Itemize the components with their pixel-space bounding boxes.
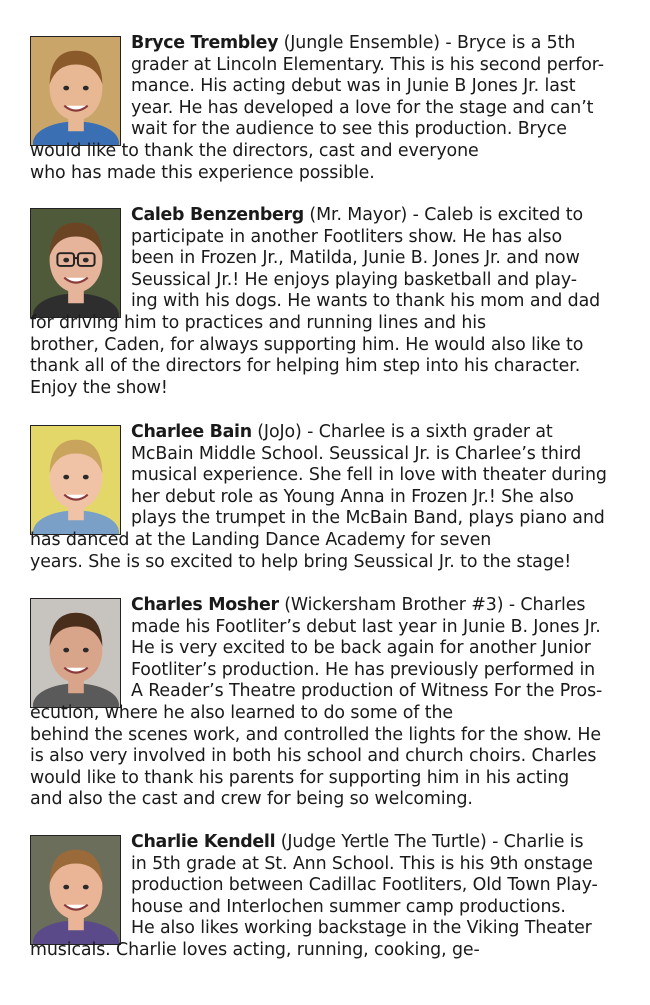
- cast-member-name: Charles Mosher: [131, 595, 279, 615]
- character-role: (Judge Yertle The Turtle): [280, 832, 487, 852]
- bio-text: - Bryce is a 5th: [439, 33, 576, 53]
- character-role: (Jungle Ensemble): [283, 33, 440, 53]
- bio-first-line: [131, 422, 553, 444]
- bio-text-line: and also the cast and crew for being so welcoming.: [30, 789, 473, 810]
- bio-text-line: is also very involved in both his school and church choirs. Charles: [30, 746, 597, 767]
- character-role: (Mr. Mayor): [309, 205, 408, 225]
- bio-text-line: would like to thank his parents for supporting him in his acting: [30, 767, 570, 788]
- bio-text-line: behind the scenes work, and controlled the lights for the show. He: [30, 724, 601, 745]
- headshot-photo: [30, 835, 121, 945]
- bio-text-line: Seussical Jr.! He enjoys playing basketball and play-: [131, 269, 577, 290]
- bio-first-line: [131, 832, 583, 854]
- headshot-photo: [30, 36, 121, 146]
- bio-text-line: production between Cadillac Footliters, Old Town Play-: [131, 875, 598, 896]
- bio-text-line: ecution, where he also learned to do some of the: [30, 703, 453, 723]
- bio-text-line: house and Interlochen summer camp productions.: [131, 896, 566, 917]
- cast-member-name: Bryce Trembley: [131, 33, 279, 53]
- bio-text-line: musical experience. She fell in love with theater during: [131, 465, 607, 486]
- bio-text-line: ing with his dogs. He wants to thank his mom and dad: [131, 291, 601, 312]
- character-role: (JoJo): [257, 422, 302, 442]
- bio-text: - Charles: [503, 595, 586, 615]
- bio-text-line: A Reader’s Theatre production of Witness For the Pros-: [131, 681, 603, 702]
- bio-text-line: year. He has developed a love for the stage and can’t: [131, 97, 594, 118]
- bio-text-line: McBain Middle School. Seussical Jr. is Charlee’s third: [131, 443, 582, 464]
- bio-text-line: who has made this experience possible.: [30, 162, 375, 183]
- bio-text-line: thank all of the directors for helping him step into his character.: [30, 356, 581, 377]
- bio-first-line: [131, 205, 583, 227]
- bio-text-line: participate in another Footliters show. He has also: [131, 226, 563, 247]
- bio-text-line: Enjoy the show!: [30, 377, 168, 398]
- character-role: (Wickersham Brother #3): [284, 595, 504, 615]
- headshot-photo: [30, 425, 121, 535]
- bio-text-line: musicals. Charlie loves acting, running, cooking, ge-: [30, 940, 480, 960]
- bio-text-line: brother, Caden, for always supporting him. He would also like to: [30, 334, 584, 355]
- bio-text: - Caleb is excited to: [407, 205, 583, 225]
- headshot-photo: [30, 208, 121, 318]
- bio-text-line: He is very excited to be back again for another Junior: [131, 638, 591, 659]
- bio-text-line: would like to thank the directors, cast and everyone: [30, 141, 479, 161]
- bio-text-line: plays the trumpet in the McBain Band, plays piano and: [131, 508, 605, 529]
- bio-text-line: years. She is so excited to help bring Seussical Jr. to the stage!: [30, 551, 572, 572]
- headshot-photo: [30, 598, 121, 708]
- bio-text-line: her debut role as Young Anna in Frozen Jr.! She also: [131, 486, 574, 507]
- bio-text-line: has danced at the Landing Dance Academy for seven: [30, 530, 492, 550]
- bio-text: - Charlee is a sixth grader at: [301, 422, 553, 442]
- bio-text: - Charlie is: [486, 832, 584, 852]
- bio-text-line: in 5th grade at St. Ann School. This is his 9th onstage: [131, 853, 593, 874]
- bio-text-line: wait for the audience to see this production. Bryce: [131, 119, 567, 140]
- bio-text-line: for driving him to practices and running lines and his: [30, 313, 487, 333]
- bio-text-line: Footliter’s production. He has previously performed in: [131, 659, 596, 680]
- bio-text-line: made his Footliter’s debut last year in Junie B. Jones Jr.: [131, 616, 601, 637]
- bio-text-line: He also likes working backstage in the Viking Theater: [131, 918, 592, 939]
- bio-text-line: been in Frozen Jr., Matilda, Junie B. Jones Jr. and now: [131, 248, 580, 269]
- cast-member-name: Charlie Kendell: [131, 832, 276, 852]
- cast-member-name: Caleb Benzenberg: [131, 205, 304, 225]
- bio-text-line: mance. His acting debut was in Junie B Jones Jr. last: [131, 76, 576, 97]
- bio-text-line: grader at Lincoln Elementary. This is his second perfor-: [131, 54, 604, 75]
- bio-first-line: [131, 33, 575, 55]
- cast-member-name: Charlee Bain: [131, 422, 252, 442]
- bio-first-line: [131, 595, 585, 617]
